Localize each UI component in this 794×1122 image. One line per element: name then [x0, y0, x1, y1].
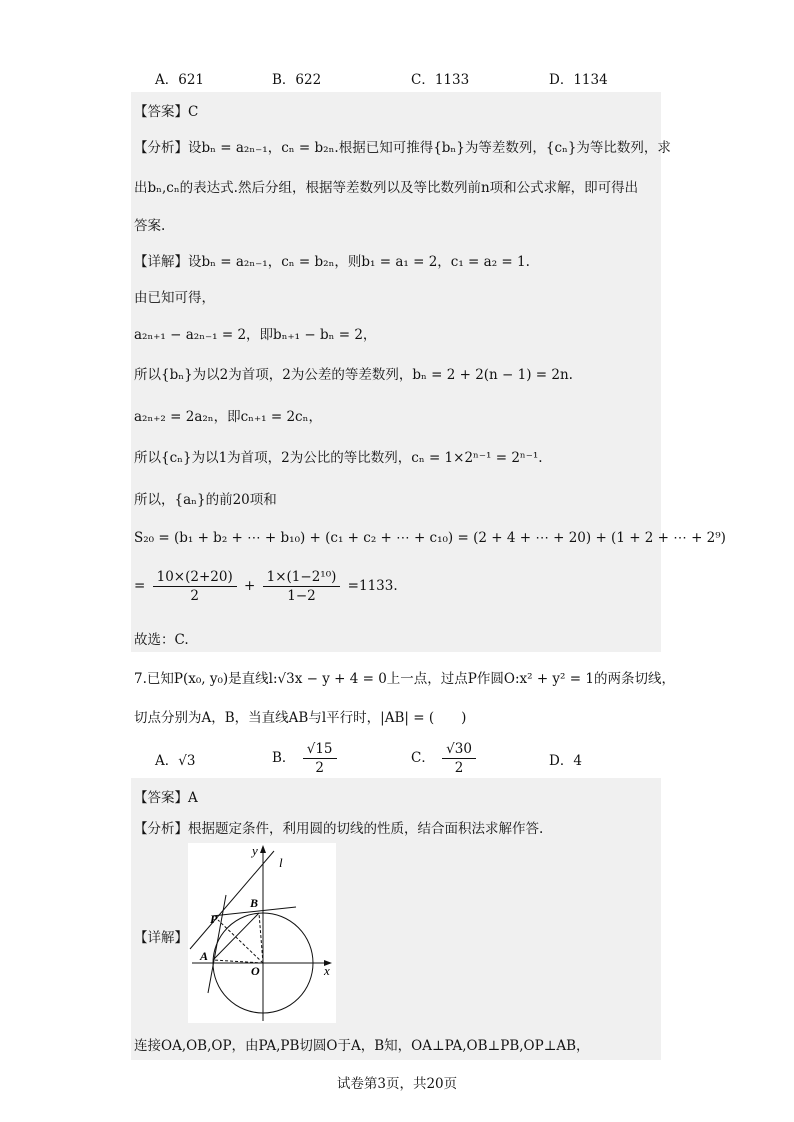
q7-option-b	[272, 740, 340, 777]
y-axis-label: y	[252, 843, 258, 858]
page-footer: 试卷第3页，共20页	[336, 1076, 458, 1092]
q7-option-c-label: C．	[411, 750, 435, 766]
q6-detail-line-2: 由已知可得，	[134, 290, 215, 306]
q7-stem-line-1: 7.已知P(x₀, y₀)是直线l:√3x − y + 4 = 0上一点，过点P作圆O:x² + y² = 1的两条切线，	[134, 671, 675, 687]
fraction-2-numerator: 1×(1−2¹⁰)	[263, 568, 341, 587]
plus-sign: +	[244, 578, 256, 594]
q6-detail-line-1: 【详解】设bₙ = a₂ₙ₋₁，cₙ = b₂ₙ，则b₁ = a₁ = 2，c₁ = a₂ = 1.	[134, 254, 530, 270]
q6-answer: 【答案】C	[134, 104, 199, 120]
q6-detail-line-7: 所以，{aₙ}的前20项和	[134, 492, 277, 508]
q7-figure	[188, 843, 336, 1023]
q7-stem-line-2: 切点分别为A，B，当直线AB与l平行时，|AB| = ( )	[134, 710, 467, 726]
q7-conclusion: 连接OA,OB,OP，由PA,PB切圆O于A，B知，OA⊥PA,OB⊥PB,OP⊥AB，	[134, 1038, 590, 1054]
fraction-2	[263, 568, 341, 605]
circle-tangent-diagram	[188, 843, 336, 1023]
q6-option-c: C．1133	[411, 72, 470, 88]
q6-analysis-line-2: 出bₙ,cₙ的表达式.然后分组，根据等差数列以及等比数列前n项和公式求解，即可得出	[134, 180, 639, 196]
q7-option-b-label: B．	[272, 750, 296, 766]
q7-option-c	[411, 740, 479, 777]
fraction-1	[153, 568, 237, 605]
fraction-1-denominator: 2	[190, 588, 199, 604]
q7-option-b-denominator: 2	[315, 760, 324, 776]
q6-choice: 故选：C.	[134, 632, 189, 648]
q6-sum-expression: S₂₀ = (b₁ + b₂ + ⋯ + b₁₀) + (c₁ + c₂ + ⋯ + c₁₀) = (2 + 4 + ⋯ + 20) + (1 + 2 + ⋯ + 2⁹)	[134, 530, 726, 546]
q7-option-d: D．4	[549, 753, 582, 769]
q6-analysis-line-1: 【分析】设bₙ = a₂ₙ₋₁，cₙ = b₂ₙ.根据已知可推得{bₙ}为等差数列，{cₙ}为等比数列，求	[134, 140, 671, 156]
q6-detail-line-4: 所以{bₙ}为以2为首项，2为公差的等差数列，bₙ = 2 + 2(n − 1) = 2n.	[134, 367, 573, 383]
q7-option-c-denominator: 2	[454, 760, 464, 776]
q6-sum-result	[134, 568, 398, 605]
fraction-1-numerator: 10×(2+20)	[153, 568, 237, 587]
q7-detail-label: 【详解】	[134, 930, 188, 946]
q7-option-b-fraction	[303, 740, 337, 777]
q6-analysis-line-3: 答案.	[134, 218, 166, 234]
x-axis-label: x	[324, 963, 330, 978]
fraction-2-denominator: 1−2	[287, 588, 316, 604]
q6-detail-line-5: a₂ₙ₊₂ = 2a₂ₙ，即cₙ₊₁ = 2cₙ，	[134, 409, 322, 425]
point-o-label: O	[251, 964, 260, 978]
sum-value: =1133.	[347, 578, 398, 594]
q7-option-c-numerator: √30	[442, 740, 476, 759]
q7-analysis: 【分析】根据题定条件，利用圆的切线的性质，结合面积法求解作答.	[134, 821, 544, 837]
equals-sign: =	[134, 578, 146, 594]
q7-option-a: A．√3	[155, 753, 196, 769]
point-b-label: B	[250, 896, 259, 910]
q7-option-b-numerator: √15	[303, 740, 337, 759]
point-p-label: P	[210, 912, 218, 926]
q6-option-a: A．621	[155, 72, 205, 88]
q6-detail-line-6: 所以{cₙ}为以1为首项，2为公比的等比数列，cₙ = 1×2ⁿ⁻¹ = 2ⁿ⁻¹.	[134, 450, 543, 466]
q6-detail-line-3: a₂ₙ₊₁ − a₂ₙ₋₁ = 2，即bₙ₊₁ − bₙ = 2，	[134, 327, 377, 343]
q6-option-b: B．622	[272, 72, 322, 88]
point-a-label: A	[200, 949, 209, 963]
q7-option-c-fraction	[442, 740, 476, 777]
q7-answer: 【答案】A	[134, 790, 198, 806]
q6-option-d: D．1134	[549, 72, 608, 88]
line-l-label: l	[279, 855, 283, 870]
